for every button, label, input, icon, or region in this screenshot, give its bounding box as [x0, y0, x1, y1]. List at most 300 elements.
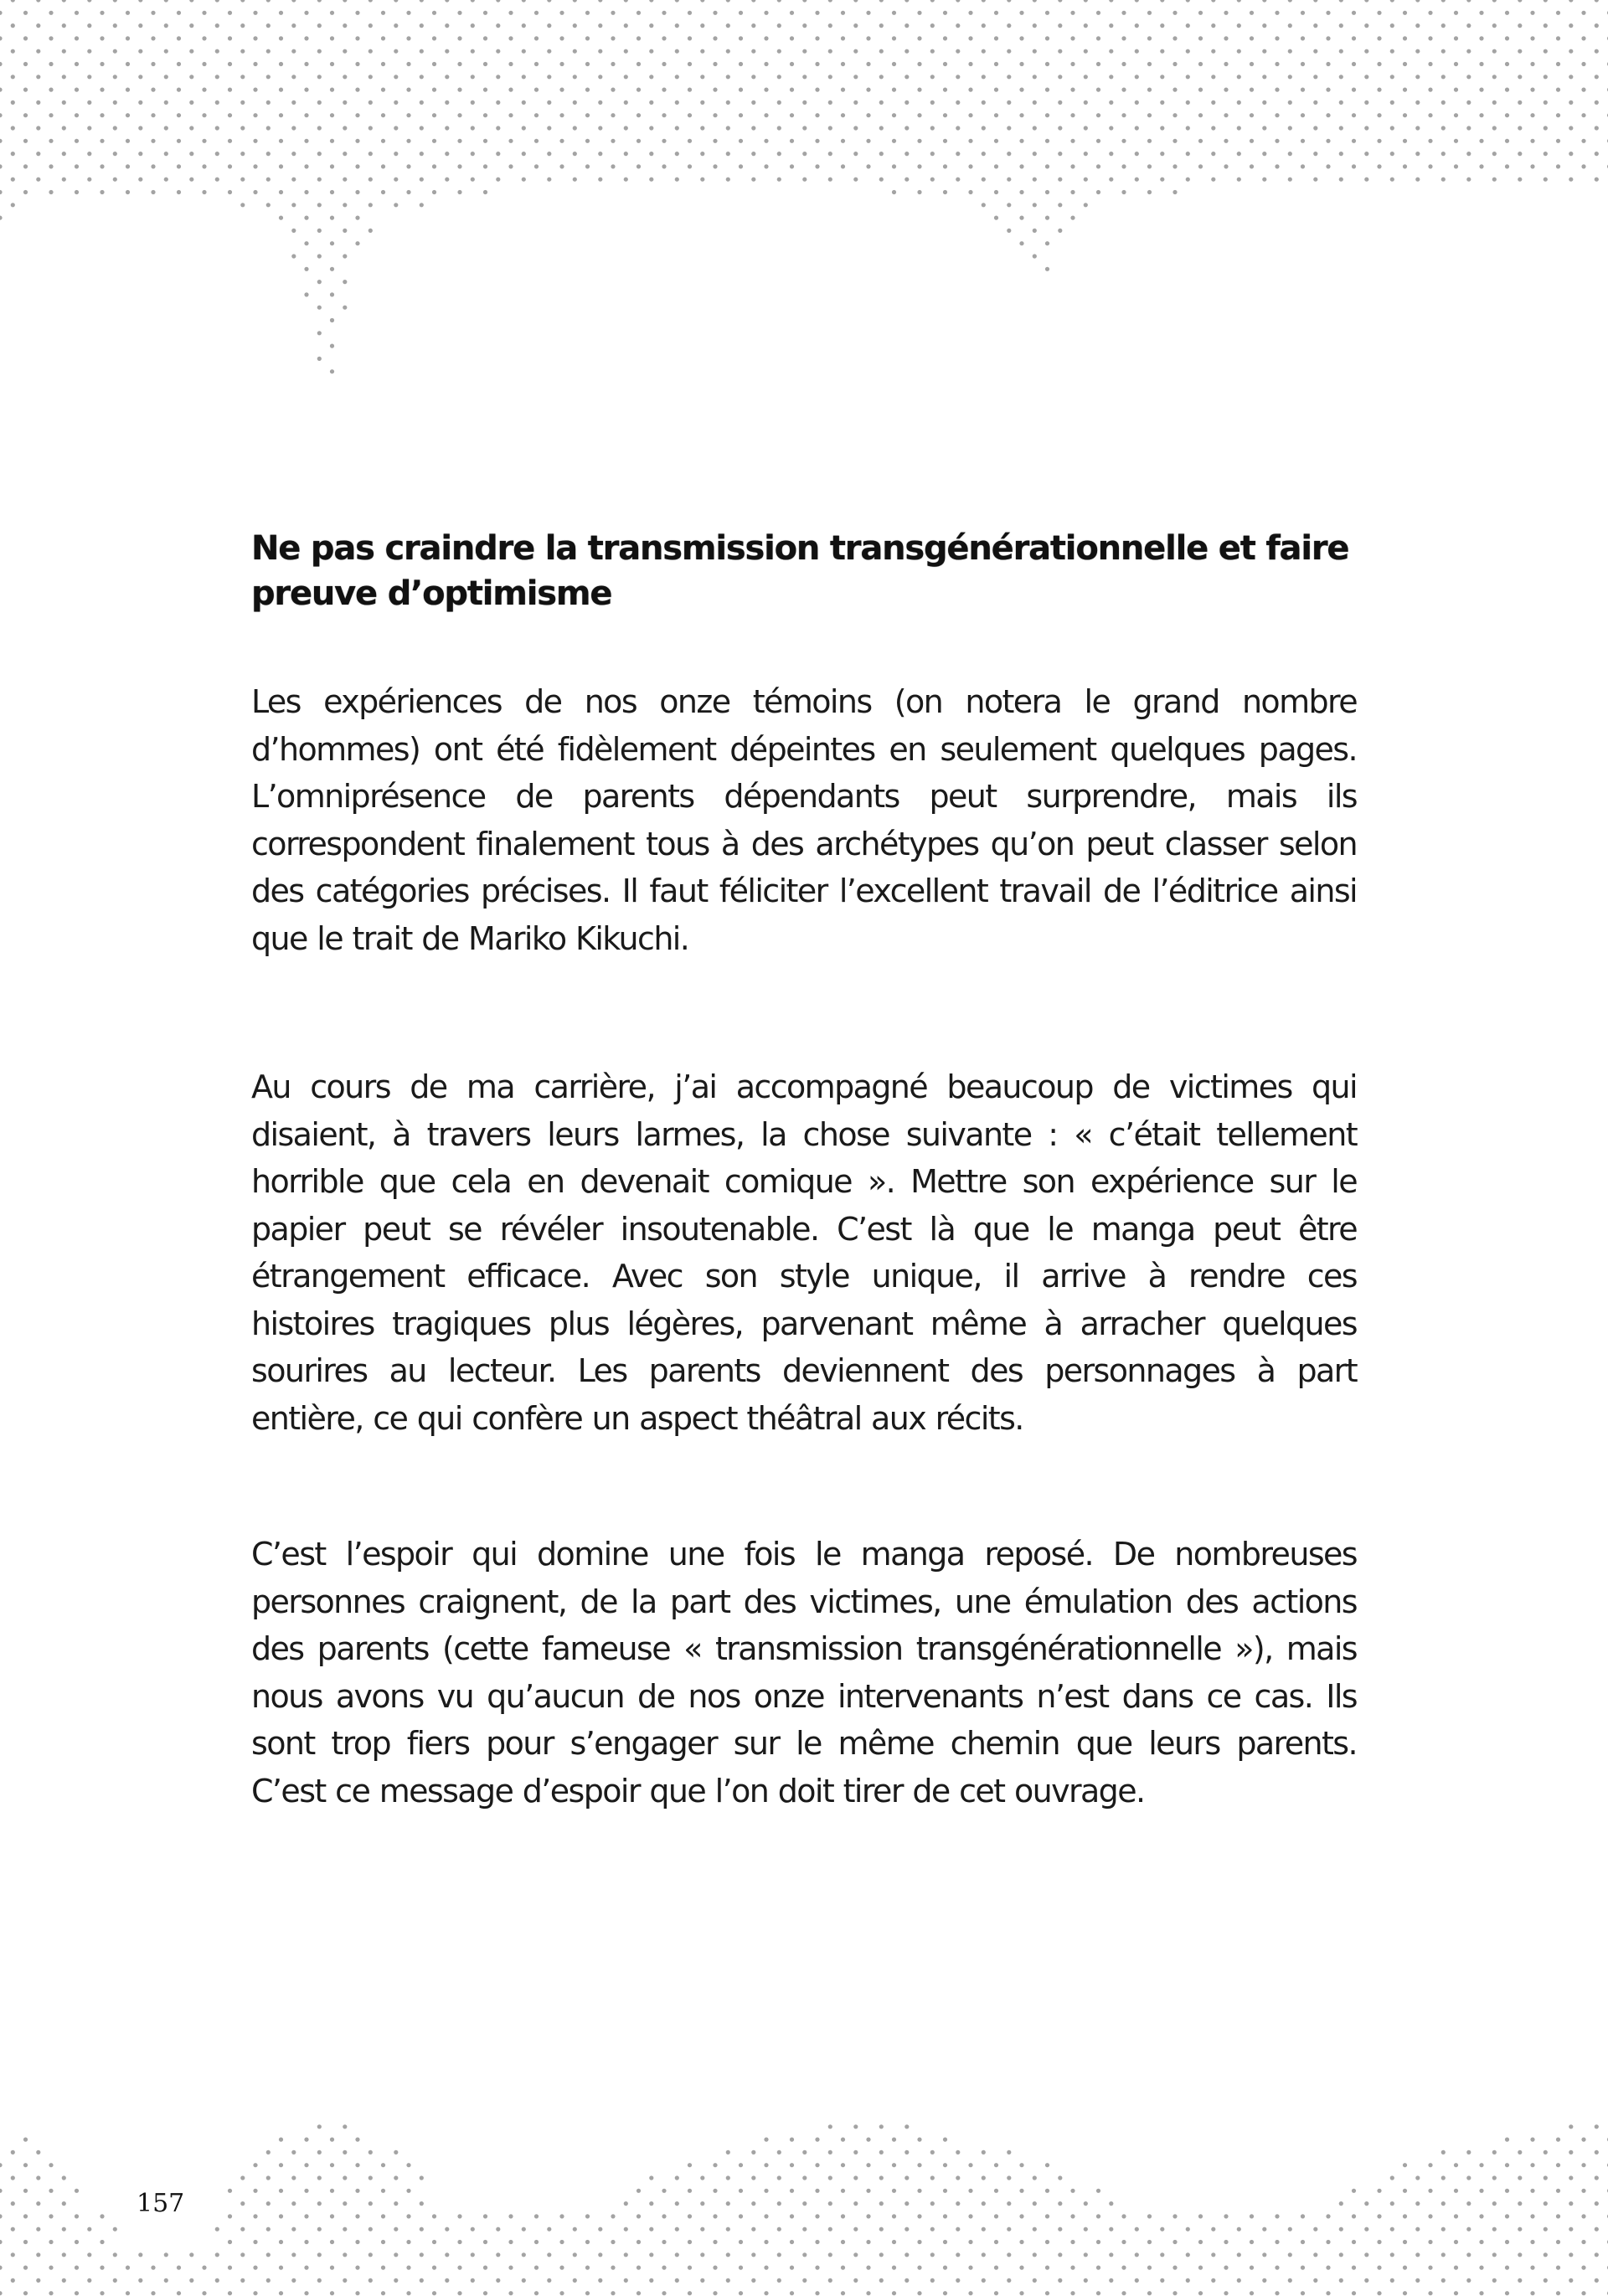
- halftone-dot: [1377, 2291, 1381, 2295]
- halftone-dot: [445, 178, 449, 182]
- halftone-dot: [113, 75, 117, 79]
- halftone-dot: [1160, 0, 1164, 3]
- halftone-dot: [866, 11, 870, 15]
- halftone-dot: [866, 2266, 870, 2270]
- halftone-dot: [726, 152, 730, 156]
- halftone-dot: [291, 23, 296, 28]
- halftone-dot: [304, 36, 308, 40]
- halftone-dot: [1595, 178, 1599, 182]
- halftone-dot: [1492, 0, 1497, 3]
- halftone-dot: [866, 2240, 870, 2244]
- halftone-dot: [62, 49, 66, 54]
- halftone-dot: [688, 2266, 692, 2270]
- halftone-dot: [1070, 164, 1075, 168]
- halftone-dot: [457, 2266, 461, 2270]
- halftone-dot: [1045, 11, 1049, 15]
- halftone-dot: [1339, 2278, 1343, 2283]
- halftone-dot: [36, 49, 40, 54]
- halftone-dot: [445, 0, 449, 3]
- halftone-dot: [471, 178, 475, 182]
- halftone-dot: [841, 88, 845, 92]
- halftone-dot: [675, 152, 679, 156]
- halftone-dot: [240, 0, 245, 3]
- halftone-dot: [982, 0, 986, 3]
- halftone-dot: [483, 190, 487, 194]
- halftone-dot: [406, 2214, 410, 2218]
- halftone-dot: [649, 23, 653, 28]
- halftone-dot: [1428, 36, 1432, 40]
- halftone-dot: [1556, 2240, 1560, 2244]
- halftone-dot: [968, 62, 972, 66]
- halftone-dot: [841, 2138, 845, 2142]
- halftone-dot: [1518, 0, 1522, 3]
- halftone-dot: [982, 75, 986, 79]
- halftone-dot: [177, 88, 181, 92]
- halftone-dot: [1377, 36, 1381, 40]
- halftone-dot: [1198, 2291, 1203, 2295]
- halftone-dot: [956, 2150, 960, 2154]
- halftone-dot: [994, 2163, 998, 2167]
- halftone-dot: [1070, 36, 1075, 40]
- halftone-dot: [126, 88, 130, 92]
- halftone-dot: [394, 0, 398, 3]
- halftone-dot: [828, 100, 832, 105]
- halftone-dot: [1096, 62, 1100, 66]
- halftone-dot: [1581, 2189, 1585, 2193]
- halftone-dot: [1224, 2240, 1228, 2244]
- halftone-dot: [573, 178, 577, 182]
- halftone-dot: [1172, 139, 1177, 143]
- halftone-dot: [457, 113, 461, 117]
- halftone-dot: [240, 2175, 245, 2180]
- halftone-dot: [394, 2227, 398, 2232]
- halftone-dot: [445, 49, 449, 54]
- halftone-dot: [700, 0, 704, 3]
- halftone-dot: [1186, 2278, 1190, 2283]
- halftone-dot: [585, 2291, 590, 2295]
- halftone-dot: [688, 2189, 692, 2193]
- halftone-dot: [1172, 2291, 1177, 2295]
- halftone-dot: [228, 2266, 232, 2270]
- halftone-dot: [1250, 11, 1254, 15]
- halftone-dot: [1058, 0, 1062, 3]
- halftone-dot: [1096, 164, 1100, 168]
- halftone-dot: [853, 2124, 858, 2129]
- halftone-dot: [866, 2138, 870, 2142]
- halftone-dot: [892, 2266, 896, 2270]
- halftone-dot: [420, 2278, 424, 2283]
- halftone-dot: [23, 113, 28, 117]
- halftone-dot: [1275, 2214, 1279, 2218]
- halftone-dot: [1390, 2252, 1394, 2257]
- halftone-dot: [394, 23, 398, 28]
- halftone-dot: [1313, 2252, 1317, 2257]
- halftone-dot: [1198, 2240, 1203, 2244]
- halftone-dot: [1147, 2214, 1152, 2218]
- halftone-dot: [291, 254, 296, 258]
- halftone-dot: [1492, 2150, 1497, 2154]
- halftone-dot: [636, 36, 641, 40]
- halftone-dot: [585, 2214, 590, 2218]
- halftone-dot: [1250, 2214, 1254, 2218]
- halftone-dot: [688, 2291, 692, 2295]
- halftone-dot: [1237, 2278, 1241, 2283]
- halftone-dot: [291, 178, 296, 182]
- halftone-dot: [522, 100, 526, 105]
- halftone-dot: [904, 2252, 909, 2257]
- halftone-dot: [777, 152, 781, 156]
- halftone-dot: [802, 2175, 807, 2180]
- halftone-dot: [1109, 49, 1113, 54]
- halftone-dot: [471, 0, 475, 3]
- halftone-dot: [1518, 126, 1522, 130]
- halftone-dot: [1466, 2201, 1471, 2206]
- halftone-dot: [1135, 2278, 1139, 2283]
- halftone-dot: [1377, 11, 1381, 15]
- halftone-dot: [547, 100, 551, 105]
- halftone-dot: [291, 2227, 296, 2232]
- halftone-dot: [1505, 164, 1509, 168]
- halftone-dot: [1058, 203, 1062, 207]
- halftone-dot: [1007, 0, 1011, 3]
- halftone-dot: [917, 2214, 921, 2218]
- halftone-dot: [113, 152, 117, 156]
- halftone-dot: [62, 0, 66, 3]
- halftone-dot: [968, 36, 972, 40]
- halftone-dot: [228, 11, 232, 15]
- halftone-dot: [368, 203, 373, 207]
- halftone-dot: [215, 152, 219, 156]
- halftone-dot: [522, 23, 526, 28]
- halftone-dot: [151, 2266, 155, 2270]
- halftone-dot: [75, 2214, 79, 2218]
- halftone-dot: [11, 152, 15, 156]
- halftone-dot: [1045, 267, 1049, 271]
- halftone-dot: [100, 139, 104, 143]
- halftone-dot: [1224, 2266, 1228, 2270]
- halftone-dot: [1019, 88, 1023, 92]
- halftone-dot: [1505, 62, 1509, 66]
- halftone-dot: [943, 164, 947, 168]
- halftone-dot: [1301, 113, 1305, 117]
- halftone-dot: [764, 139, 768, 143]
- halftone-dot: [559, 2240, 564, 2244]
- halftone-dot: [1288, 152, 1292, 156]
- halftone-dot: [304, 2240, 308, 2244]
- halftone-dot: [1544, 2252, 1548, 2257]
- halftone-dot: [508, 2240, 513, 2244]
- halftone-dot: [36, 2201, 40, 2206]
- halftone-dot: [1595, 2201, 1599, 2206]
- halftone-dot: [1479, 36, 1483, 40]
- halftone-dot: [1033, 152, 1037, 156]
- halftone-dot: [994, 2266, 998, 2270]
- halftone-dot: [87, 2227, 91, 2232]
- halftone-dot: [1544, 0, 1548, 3]
- halftone-dot: [317, 178, 322, 182]
- halftone-dot: [240, 49, 245, 54]
- halftone-dot: [1084, 203, 1088, 207]
- halftone-dot: [1441, 178, 1446, 182]
- halftone-dot: [1466, 75, 1471, 79]
- halftone-dot: [1339, 49, 1343, 54]
- halftone-dot: [547, 2278, 551, 2283]
- halftone-dot: [1313, 2227, 1317, 2232]
- halftone-dot: [394, 2252, 398, 2257]
- halftone-dot: [1339, 2201, 1343, 2206]
- halftone-dot: [917, 11, 921, 15]
- halftone-dot: [87, 152, 91, 156]
- halftone-dot: [1352, 139, 1356, 143]
- halftone-dot: [1007, 178, 1011, 182]
- halftone-dot: [636, 2266, 641, 2270]
- halftone-dot: [1301, 2266, 1305, 2270]
- halftone-dot: [508, 2291, 513, 2295]
- halftone-dot: [547, 0, 551, 3]
- halftone-dot: [624, 2201, 628, 2206]
- halftone-dot: [355, 190, 359, 194]
- halftone-dot: [522, 0, 526, 3]
- halftone-dot: [1581, 139, 1585, 143]
- halftone-dot: [304, 11, 308, 15]
- halftone-dot: [853, 2150, 858, 2154]
- halftone-dot: [968, 139, 972, 143]
- halftone-dot: [1441, 2252, 1446, 2257]
- halftone-dot: [189, 178, 193, 182]
- halftone-dot: [381, 2163, 385, 2167]
- halftone-dot: [279, 88, 283, 92]
- halftone-dot: [11, 75, 15, 79]
- halftone-dot: [1339, 2252, 1343, 2257]
- halftone-dot: [291, 49, 296, 54]
- paragraph-text: Au cours de ma carrière, j’ai accompagné beaucoup de victimes qui disaient, à travers leurs larmes, la chose suivante : « c’était tellement horrible que cela en devenait comique ». Mettre son expérience sur le papier peut se révéler insoutenable. C’est là que le manga peut être étrangement efficace. Avec son style unique, il arrive à rendre ces histoires tragiques plus légères, parvenant même à arracher quelques sourires au lecteur. Les parents deviennent des personnages à part entière, ce qui confère un aspect théâtral aux récits.: [251, 1068, 1357, 1437]
- halftone-dot: [1492, 2278, 1497, 2283]
- halftone-dot: [1275, 88, 1279, 92]
- halftone-dot: [420, 2201, 424, 2206]
- halftone-dot: [1237, 2227, 1241, 2232]
- halftone-dot: [253, 2189, 257, 2193]
- halftone-dot: [1275, 62, 1279, 66]
- halftone-dot: [1390, 23, 1394, 28]
- halftone-dot: [968, 2214, 972, 2218]
- halftone-dot: [1211, 0, 1215, 3]
- halftone-dot: [368, 0, 373, 3]
- halftone-dot: [611, 113, 615, 117]
- halftone-dot: [879, 2150, 884, 2154]
- halftone-dot: [573, 2278, 577, 2283]
- halftone-dot: [1033, 0, 1037, 3]
- halftone-dot: [177, 36, 181, 40]
- halftone-dot: [739, 11, 743, 15]
- halftone-dot: [11, 2278, 15, 2283]
- halftone-dot: [866, 62, 870, 66]
- halftone-dot: [994, 88, 998, 92]
- halftone-dot: [330, 11, 334, 15]
- halftone-dot: [1301, 88, 1305, 92]
- halftone-dot: [177, 113, 181, 117]
- halftone-dot: [879, 152, 884, 156]
- halftone-dot: [1198, 2214, 1203, 2218]
- halftone-dot: [879, 126, 884, 130]
- halftone-dot: [1224, 164, 1228, 168]
- halftone-dot: [471, 2278, 475, 2283]
- halftone-dot: [381, 36, 385, 40]
- halftone-dot: [982, 23, 986, 28]
- halftone-dot: [1505, 88, 1509, 92]
- page-number: 157: [137, 2189, 185, 2218]
- halftone-dot: [573, 100, 577, 105]
- halftone-dot: [445, 2227, 449, 2232]
- halftone-dot: [1595, 152, 1599, 156]
- halftone-dot: [253, 2291, 257, 2295]
- halftone-dot: [777, 2201, 781, 2206]
- halftone-dot: [87, 23, 91, 28]
- halftone-dot: [1160, 126, 1164, 130]
- halftone-dot: [330, 2266, 334, 2270]
- halftone-dot: [866, 88, 870, 92]
- halftone-dot: [164, 152, 168, 156]
- halftone-dot: [471, 152, 475, 156]
- halftone-dot: [100, 62, 104, 66]
- halftone-dot: [713, 88, 717, 92]
- halftone-dot: [1390, 2227, 1394, 2232]
- halftone-dot: [1058, 2227, 1062, 2232]
- halftone-dot: [1019, 139, 1023, 143]
- halftone-dot: [739, 113, 743, 117]
- halftone-dot: [151, 113, 155, 117]
- halftone-dot: [1403, 2214, 1407, 2218]
- paragraph-text: Les expériences de nos onze témoins (on notera le grand nombre d’hommes) ont été fidèlement dépeintes en seulement quelques pages. L’omniprésence de parents dépendants peut surprendre, mais ils correspondent finalement tous à des archétypes qu’on peut classer selon des catégories précises. Il faut féliciter l’excellent travail de l’éditrice ainsi que le trait de Mariko Kikuchi.: [251, 683, 1357, 957]
- halftone-dot: [636, 2240, 641, 2244]
- halftone-dot: [483, 62, 487, 66]
- halftone-dot: [585, 36, 590, 40]
- halftone-dot: [585, 2266, 590, 2270]
- halftone-dot: [1364, 100, 1368, 105]
- halftone-dot: [1198, 164, 1203, 168]
- halftone-dot: [1135, 2252, 1139, 2257]
- halftone-dot: [1377, 88, 1381, 92]
- halftone-dot: [330, 2214, 334, 2218]
- halftone-dot: [1390, 49, 1394, 54]
- halftone-dot: [1556, 2266, 1560, 2270]
- halftone-dot: [1313, 2278, 1317, 2283]
- halftone-dot: [802, 23, 807, 28]
- halftone-dot: [1544, 2150, 1548, 2154]
- halftone-dot: [1556, 2214, 1560, 2218]
- halftone-dot: [982, 2201, 986, 2206]
- halftone-dot: [841, 2266, 845, 2270]
- halftone-dot: [445, 75, 449, 79]
- halftone-dot: [559, 62, 564, 66]
- halftone-dot: [368, 23, 373, 28]
- halftone-dot: [904, 100, 909, 105]
- halftone-dot: [751, 23, 755, 28]
- halftone-dot: [892, 2189, 896, 2193]
- halftone-dot: [1160, 49, 1164, 54]
- halftone-dot: [1364, 75, 1368, 79]
- halftone-dot: [1198, 11, 1203, 15]
- halftone-dot: [636, 62, 641, 66]
- halftone-dot: [164, 100, 168, 105]
- halftone-dot: [790, 2240, 794, 2244]
- halftone-dot: [1186, 100, 1190, 105]
- halftone-dot: [49, 2163, 53, 2167]
- halftone-dot: [1530, 2189, 1534, 2193]
- halftone-dot: [1237, 75, 1241, 79]
- halftone-dot: [790, 36, 794, 40]
- halftone-dot: [11, 2201, 15, 2206]
- halftone-dot: [1224, 11, 1228, 15]
- halftone-dot: [790, 2291, 794, 2295]
- halftone-dot: [790, 2189, 794, 2193]
- halftone-dot: [790, 88, 794, 92]
- halftone-dot: [1390, 100, 1394, 105]
- halftone-dot: [266, 49, 271, 54]
- halftone-dot: [1505, 2138, 1509, 2142]
- halftone-dot: [11, 2150, 15, 2154]
- halftone-dot: [355, 88, 359, 92]
- halftone-dot: [611, 88, 615, 92]
- halftone-dot: [700, 2227, 704, 2232]
- halftone-dot: [994, 190, 998, 194]
- halftone-dot: [49, 2291, 53, 2295]
- halftone-dot: [496, 23, 500, 28]
- halftone-dot: [1147, 164, 1152, 168]
- halftone-dot: [1441, 49, 1446, 54]
- halftone-dot: [1403, 2163, 1407, 2167]
- halftone-dot: [1492, 49, 1497, 54]
- halftone-dot: [815, 2240, 819, 2244]
- halftone-dot: [943, 2163, 947, 2167]
- halftone-dot: [994, 2240, 998, 2244]
- halftone-dot: [982, 203, 986, 207]
- halftone-dot: [1121, 113, 1126, 117]
- halftone-dot: [1454, 11, 1458, 15]
- halftone-dot: [432, 2291, 436, 2295]
- halftone-dot: [36, 152, 40, 156]
- halftone-dot: [496, 100, 500, 105]
- halftone-dot: [1084, 2252, 1088, 2257]
- halftone-dot: [1595, 100, 1599, 105]
- halftone-dot: [1288, 178, 1292, 182]
- halftone-dot: [304, 164, 308, 168]
- halftone-dot: [164, 178, 168, 182]
- halftone-dot: [1084, 152, 1088, 156]
- halftone-dot: [790, 11, 794, 15]
- halftone-dot: [304, 2291, 308, 2295]
- halftone-dot: [420, 100, 424, 105]
- halftone-dot: [790, 164, 794, 168]
- halftone-dot: [164, 2252, 168, 2257]
- halftone-dot: [1250, 2240, 1254, 2244]
- halftone-dot: [1301, 2291, 1305, 2295]
- halftone-dot: [1441, 152, 1446, 156]
- halftone-dot: [330, 164, 334, 168]
- halftone-dot: [1479, 88, 1483, 92]
- halftone-dot: [1070, 2189, 1075, 2193]
- halftone-dot: [1428, 164, 1432, 168]
- halftone-dot: [688, 164, 692, 168]
- halftone-dot: [126, 2266, 130, 2270]
- halftone-dot: [1121, 2214, 1126, 2218]
- halftone-dot: [126, 11, 130, 15]
- halftone-dot: [62, 2227, 66, 2232]
- halftone-dot: [1186, 23, 1190, 28]
- halftone-dot: [189, 49, 193, 54]
- halftone-dot: [496, 0, 500, 3]
- halftone-dot: [381, 139, 385, 143]
- halftone-dot: [675, 100, 679, 105]
